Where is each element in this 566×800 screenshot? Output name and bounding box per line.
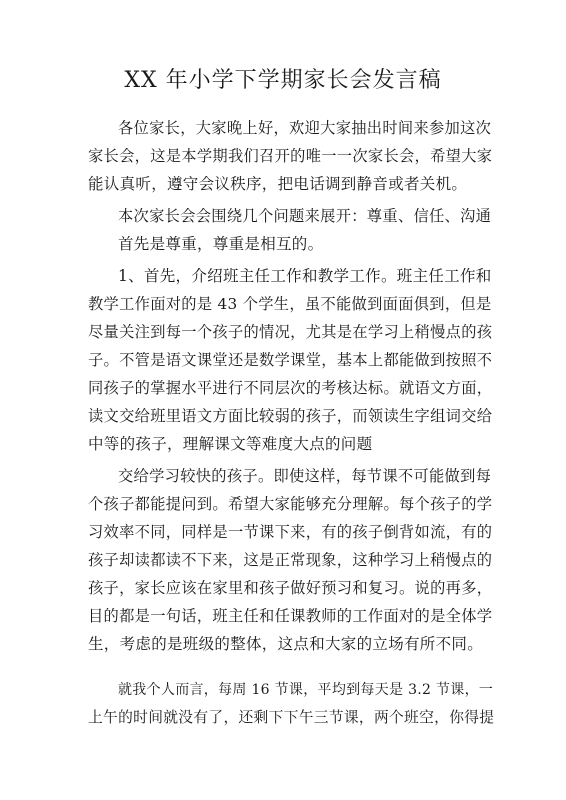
paragraph-line: 同孩子的掌握水平进行不同层次的考核达标。就语文方面，	[88, 379, 493, 397]
paragraph-line: 中等的孩子，理解课文等难度大点的问题	[88, 435, 373, 453]
document-title: XX 年小学下学期家长会发言稿	[124, 68, 442, 93]
paragraph-line: 就我个人而言，每周 16 节课，平均到每天是 3.2 节课，一	[118, 682, 494, 698]
paragraph-line: 子。不管是语文课堂还是数学课堂，基本上都能做到按照不	[88, 351, 493, 369]
paragraph-line: 习效率不同，同样是一节课下来，有的孩子倒背如流，有的	[88, 523, 493, 541]
paragraph-line: 上午的时间就没有了，还剩下下午三节课，两个班空，你得提	[88, 709, 495, 726]
paragraph-line: 目的都是一句话，班主任和任课教师的工作面对的是全体学	[88, 607, 493, 625]
paragraph-line: 本次家长会会围绕几个问题来展开：尊重、信任、沟通	[118, 207, 492, 225]
paragraph-line: 个孩子都能提问到。希望大家能够充分理解。每个孩子的学	[88, 495, 493, 513]
paragraph-line: 孩子，家长应该在家里和孩子做好预习和复习。说的再多，	[88, 579, 493, 597]
paragraph-line: 教学工作面对的是 43 个学生，虽不能做到面面俱到，但是	[88, 295, 492, 313]
paragraph-line: 1、首先，介绍班主任工作和教学工作。班主任工作和	[118, 267, 492, 285]
paragraph-line: 能认真听，遵守会议秩序，把电话调到静音或者关机。	[88, 175, 468, 193]
paragraph-line: 家长会，这是本学期我们召开的唯一一次家长会，希望大家	[88, 147, 493, 165]
paragraph-line: 尽量关注到每一个孩子的情况，尤其是在学习上稍慢点的孩	[88, 323, 493, 341]
paragraph-line: 首先是尊重，尊重是相互的。	[118, 235, 324, 253]
paragraph-line: 各位家长，大家晚上好，欢迎大家抽出时间来参加这次	[118, 119, 492, 137]
paragraph-line: 孩子却读都读不下来，这是正常现象，这种学习上稍慢点的	[88, 551, 493, 569]
paragraph-line: 交给学习较快的孩子。即使这样，每节课不可能做到每	[118, 467, 492, 485]
paragraph-line: 生，考虑的是班级的整体，这点和大家的立场有所不同。	[88, 635, 484, 653]
paragraph-line: 读文交给班里语文方面比较弱的孩子，而领读生字组词交给	[88, 407, 493, 425]
